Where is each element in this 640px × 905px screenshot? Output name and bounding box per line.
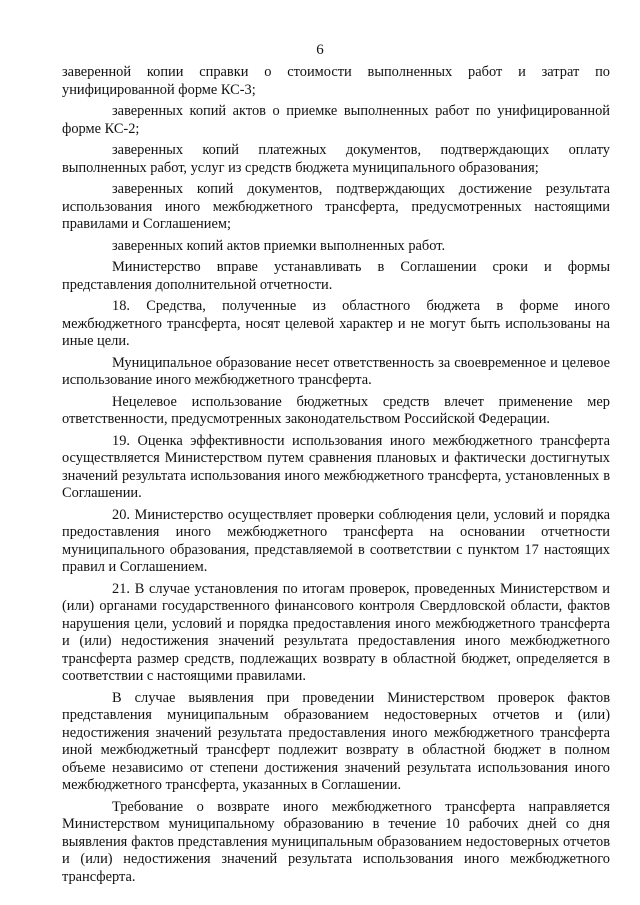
paragraph-clause-19: 19. Оценка эффективности использования иного межбюджетного трансферта осуществляется Министерством путем сравнения плановых и фактически достигнутых значений результата использования иного межбюджетного трансферта, установленных в Соглашении. [62,432,610,501]
paragraph-result-docs: заверенных копий документов, подтверждающих достижение результата использования иного межбюджетного трансферта, предусмотренных настоящими правилами и Соглашением; [62,181,610,232]
paragraph-acceptance-acts: заверенных копий актов приемки выполненных работ. [112,237,446,254]
paragraph-full-return: В случае выявления при проведении Министерством проверок фактов представления муниципальным образованием недостоверных отчетов и (или) недостижения значений результата предоставления иного межбюджетного трансферта иной межбюджетный трансферт подлежит возврату в областной бюджет в полном объеме независимо от степени достижения значений результата использования иного межбюджетного трансферта, указанных в Соглашении. [62,689,610,793]
paragraph-misuse: Нецелевое использование бюджетных средств влечет применение мер ответственности, предусмотренных законодательством Российской Федерации. [62,393,610,427]
paragraph-return-demand: Требование о возврате иного межбюджетного трансферта направляется Министерством муниципальному образованию в течение 10 рабочих дней со дня выявления фактов представления муниципальным образованием недостоверных отчетов и (или) недостижения значений результата использования иного межбюджетного трансферта. [62,798,610,885]
paragraph-clause-20: 20. Министерство осуществляет проверки соблюдения цели, условий и порядка предоставления иного межбюджетного трансферта на основании отчетности муниципального образования, представляемой в соответствии с пунктом 17 настоящих правил и Соглашением. [62,506,610,575]
page-number: 6 [316,42,324,58]
paragraph-payment-docs: заверенных копий платежных документов, подтверждающих оплату выполненных работ, услуг из средств бюджета муниципального образования; [62,142,610,176]
paragraph-ks3-copy: заверенной копии справки о стоимости выполненных работ и затрат по унифицированной форме КС-3; [62,64,610,98]
paragraph-clause-21: 21. В случае установления по итогам проверок, проведенных Министерством и (или) органами государственного финансового контроля Свердловской области, фактов нарушения цели, условий и порядка предоставления иного межбюджетного трансферта и (или) недостижения значений результата предоставления иного межбюджетного трансферта размер средств, подлежащих возврату в областной бюджет, определяется в соответствии с настоящими правилами. [62,580,610,684]
paragraph-clause-18: 18. Средства, полученные из областного бюджета в форме иного межбюджетного трансферта, носят целевой характер и не могут быть использованы на иные цели. [62,298,610,349]
paragraph-responsibility: Муниципальное образование несет ответственность за своевременное и целевое использование иного межбюджетного трансферта. [62,354,610,388]
paragraph-additional-reporting: Министерство вправе устанавливать в Соглашении сроки и формы представления дополнительной отчетности. [62,259,610,293]
paragraph-ks2-copies: заверенных копий актов о приемке выполненных работ по унифицированной форме КС-2; [62,103,610,137]
document-body [62,64,610,886]
